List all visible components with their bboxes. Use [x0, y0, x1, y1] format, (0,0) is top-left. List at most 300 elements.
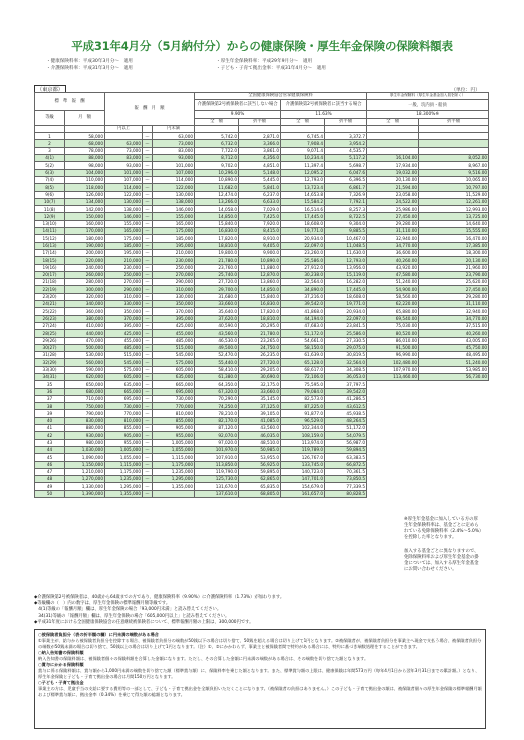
footnote: ◆介護保険第2号被保険者は、40歳から64歳までの方であり、健康保険料率（9.90%）に介護保険料率（1.73%）が加わります。	[34, 595, 285, 600]
care-total-cell: 20,934.0	[281, 235, 325, 242]
care-total-cell: 119,789.0	[281, 446, 325, 453]
table-row	[35, 293, 489, 300]
range-to-cell: 665,000	[153, 381, 195, 388]
range-from-cell: 210,000	[105, 257, 143, 264]
range-to-cell: 350,000	[153, 301, 195, 308]
care-half-cell: 41,286.5	[325, 395, 367, 402]
range-to-cell: 485,000	[153, 337, 195, 344]
blank-cell	[419, 125, 489, 132]
table-row	[35, 213, 489, 220]
care-total-cell: 12,793.0	[281, 176, 325, 183]
range-from-cell: 545,000	[105, 359, 143, 366]
pension-total-cell	[367, 410, 419, 417]
care-total-cell: 51,172.0	[281, 330, 325, 337]
health-half-cell: 8,910.0	[239, 235, 281, 242]
care-total-cell: 25,586.0	[281, 257, 325, 264]
monthly-amount-cell: 240,000	[65, 264, 105, 271]
grade-cell: 35	[35, 381, 65, 388]
care-half-cell: 6,396.5	[325, 176, 367, 183]
table-row	[35, 461, 489, 468]
pension-half-cell: 56,730.00	[419, 373, 489, 380]
table-row	[35, 198, 489, 205]
box-heading: ○賞与にかかる保険料額	[38, 662, 84, 667]
grade-cell: 46	[35, 461, 65, 468]
blank-cell	[35, 125, 65, 132]
monthly-amount-cell: 470,000	[65, 337, 105, 344]
health-half-cell: 56,925.0	[239, 461, 281, 468]
care-total-cell: 82,573.0	[281, 395, 325, 402]
health-total-cell: 7,722.0	[195, 147, 239, 154]
header-general: 一般、坑内員・船員	[367, 100, 489, 111]
grade-cell: 22(19)	[35, 286, 65, 293]
table-row	[35, 395, 489, 402]
care-total-cell: 87,225.0	[281, 403, 325, 410]
range-sep-cell: ～	[143, 322, 153, 329]
health-total-cell: 107,910.0	[195, 454, 239, 461]
care-half-cell: 63,383.5	[325, 454, 367, 461]
health-total-cell: 14,850.0	[195, 213, 239, 220]
monthly-amount-cell: 320,000	[65, 293, 105, 300]
care-total-cell: 65,128.0	[281, 359, 325, 366]
care-total-cell: 108,159.0	[281, 432, 325, 439]
care-half-cell: 22,097.0	[325, 315, 367, 322]
range-to-cell: 210,000	[153, 249, 195, 256]
range-to-cell: 1,235,000	[153, 468, 195, 475]
range-sep-cell: ～	[143, 308, 153, 315]
pension-total-cell: 21,594.00	[367, 184, 419, 191]
monthly-amount-cell: 880,000	[65, 425, 105, 432]
range-sep-cell: ～	[143, 395, 153, 402]
range-from-cell	[105, 133, 143, 140]
col-total: 全 額	[367, 118, 419, 125]
grade-cell: 13(10)	[35, 220, 65, 227]
range-sep-cell: ～	[143, 162, 153, 169]
health-half-cell: 27,720.0	[239, 359, 281, 366]
box-heading: ○子ども・子育て拠出金	[38, 680, 84, 685]
health-half-cell: 43,560.0	[239, 425, 281, 432]
range-from-cell: 1,235,000	[105, 476, 143, 483]
health-total-cell: 119,790.0	[195, 468, 239, 475]
grade-cell: 47	[35, 468, 65, 475]
pension-total-cell: 43,920.00	[367, 264, 419, 271]
monthly-amount-cell: 560,000	[65, 359, 105, 366]
range-to-cell: 635,000	[153, 373, 195, 380]
care-half-cell: 5,698.7	[325, 162, 367, 169]
pension-half-cell: 51,240.00	[419, 359, 489, 366]
table-row	[35, 133, 489, 140]
care-half-cell: 10,467.0	[325, 235, 367, 242]
health-total-cell: 46,530.0	[195, 337, 239, 344]
range-sep-cell: ～	[143, 271, 153, 278]
table-row	[35, 483, 489, 490]
range-from-cell: 130,000	[105, 198, 143, 205]
health-half-cell: 59,895.0	[239, 468, 281, 475]
care-total-cell: 154,679.0	[281, 483, 325, 490]
pension-half-cell: 53,985.00	[419, 366, 489, 373]
header-pension-insurance: 厚生年金保険料（厚生年金基金加入員を除く）	[367, 93, 489, 100]
care-half-cell: 7,326.9	[325, 191, 367, 198]
range-sep-cell: ～	[143, 176, 153, 183]
table-row	[35, 322, 489, 329]
range-to-cell: 695,000	[153, 388, 195, 395]
care-total-cell: 72,106.0	[281, 373, 325, 380]
range-from-cell: 955,000	[105, 439, 143, 446]
pension-total-cell: 96,990.00	[367, 352, 419, 359]
range-to-cell: 1,175,000	[153, 461, 195, 468]
care-half-cell: 54,079.5	[325, 432, 367, 439]
pension-total-cell: 65,880.00	[367, 308, 419, 315]
pension-half-cell: 18,300.00	[419, 249, 489, 256]
grade-cell: 41	[35, 425, 65, 432]
grade-cell: 20(17)	[35, 271, 65, 278]
monthly-amount-cell: 500,000	[65, 344, 105, 351]
range-from-cell: 114,000	[105, 184, 143, 191]
care-total-cell: 126,767.0	[281, 454, 325, 461]
pension-total-cell: 102,480.00	[367, 359, 419, 366]
range-from-cell: 665,000	[105, 388, 143, 395]
pension-total-cell: 107,970.00	[367, 366, 419, 373]
pension-half-cell: 45,750.00	[419, 344, 489, 351]
blank-cell	[143, 125, 153, 132]
pension-total-cell	[367, 147, 419, 154]
monthly-amount-cell: 142,000	[65, 206, 105, 213]
pension-half-cell: 15,555.00	[419, 228, 489, 235]
grade-cell: 31(28)	[35, 352, 65, 359]
table-row	[35, 344, 489, 351]
grade-cell: 23(20)	[35, 293, 65, 300]
range-from-cell: 1,175,000	[105, 468, 143, 475]
note-health-rate: ・健康保険料率：平成30年3月分～ 適用	[46, 59, 133, 64]
pension-fund-notes	[404, 517, 482, 581]
range-to-cell: 155,000	[153, 213, 195, 220]
care-half-cell: 7,792.1	[325, 198, 367, 205]
pension-half-cell: 43,005.00	[419, 337, 489, 344]
health-total-cell: 74,250.0	[195, 403, 239, 410]
pension-half-cell	[419, 439, 489, 446]
note-child-rate: ・子ども・子育て拠出金率：平成31年4月分～ 適用	[216, 66, 326, 71]
pension-total-cell	[367, 432, 419, 439]
range-sep-cell: ～	[143, 147, 153, 154]
range-from-cell: 101,000	[105, 169, 143, 176]
monthly-amount-cell: 590,000	[65, 366, 105, 373]
prefecture-label: （東京都）	[34, 85, 66, 94]
table-row	[35, 468, 489, 475]
monthly-amount-cell: 190,000	[65, 242, 105, 249]
grade-cell: 33(30)	[35, 366, 65, 373]
table-row	[35, 446, 489, 453]
rate-notes	[46, 58, 476, 72]
monthly-amount-cell: 380,000	[65, 315, 105, 322]
grade-cell: 3	[35, 147, 65, 154]
health-total-cell: 23,760.0	[195, 264, 239, 271]
health-half-cell: 29,205.0	[239, 366, 281, 373]
grade-cell: 16(13)	[35, 242, 65, 249]
range-sep-cell: ～	[143, 228, 153, 235]
care-half-cell: 73,850.5	[325, 476, 367, 483]
table-row	[35, 388, 489, 395]
care-half-cell: 4,535.7	[325, 147, 367, 154]
unit-label: （単位：円）	[451, 88, 480, 93]
range-from-cell: 138,000	[105, 206, 143, 213]
range-sep-cell: ～	[143, 206, 153, 213]
range-sep-cell: ～	[143, 213, 153, 220]
health-total-cell: 14,058.0	[195, 206, 239, 213]
health-total-cell: 58,410.0	[195, 366, 239, 373]
health-total-cell: 27,720.0	[195, 279, 239, 286]
range-from-cell: 425,000	[105, 330, 143, 337]
table-header	[35, 93, 489, 133]
health-total-cell: 19,800.0	[195, 249, 239, 256]
care-total-cell: 12,095.2	[281, 169, 325, 176]
care-half-cell: 32,564.0	[325, 359, 367, 366]
pension-half-cell	[419, 147, 489, 154]
range-sep-cell: ～	[143, 381, 153, 388]
grade-cell: 49	[35, 483, 65, 490]
header-remuneration-monthly: 報 酬 月 額	[105, 93, 195, 126]
health-total-cell: 16,830.0	[195, 228, 239, 235]
table-row	[35, 140, 489, 147]
range-sep-cell: ～	[143, 198, 153, 205]
pension-total-cell: 54,900.00	[367, 286, 419, 293]
pension-total-cell	[367, 483, 419, 490]
pension-half-cell: 37,515.00	[419, 322, 489, 329]
care-total-cell: 10,234.4	[281, 155, 325, 162]
care-half-cell: 13,956.0	[325, 264, 367, 271]
range-sep-cell: ～	[143, 220, 153, 227]
pension-total-cell	[367, 417, 419, 424]
pension-total-cell: 32,940.00	[367, 235, 419, 242]
health-total-cell: 137,610.0	[195, 490, 239, 497]
range-to-cell: 130,000	[153, 191, 195, 198]
health-total-cell: 70,290.0	[195, 395, 239, 402]
footnotes	[34, 595, 488, 626]
header-health-insurance: 全国健康保険協会管掌健康保険料	[195, 93, 367, 100]
care-total-cell: 161,657.0	[281, 490, 325, 497]
range-to-cell: 810,000	[153, 410, 195, 417]
health-total-cell: 67,320.0	[195, 388, 239, 395]
pension-total-cell: 27,450.00	[367, 213, 419, 220]
pension-total-cell: 16,104.00	[367, 155, 419, 162]
health-total-cell: 10,296.0	[195, 169, 239, 176]
health-half-cell: 2,871.0	[239, 133, 281, 140]
range-from-cell: 93,000	[105, 162, 143, 169]
grade-cell: 15(12)	[35, 235, 65, 242]
health-total-cell: 21,780.0	[195, 257, 239, 264]
range-sep-cell: ～	[143, 330, 153, 337]
premium-table	[34, 92, 489, 498]
monthly-amount-cell: 1,030,000	[65, 446, 105, 453]
range-to-cell: 395,000	[153, 315, 195, 322]
range-to-cell: 455,000	[153, 330, 195, 337]
health-total-cell: 8,712.0	[195, 155, 239, 162]
pension-total-cell	[367, 439, 419, 446]
range-from-cell: 83,000	[105, 155, 143, 162]
range-sep-cell: ～	[143, 293, 153, 300]
pension-total-cell	[367, 425, 419, 432]
care-total-cell: 61,639.0	[281, 352, 325, 359]
table-row	[35, 264, 489, 271]
label-above: 円以上	[105, 125, 143, 132]
label-below: 円未満	[153, 125, 195, 132]
health-half-cell: 10,890.0	[239, 257, 281, 264]
pension-total-cell	[367, 133, 419, 140]
range-sep-cell: ～	[143, 191, 153, 198]
care-half-cell: 70,361.5	[325, 468, 367, 475]
range-from-cell: 395,000	[105, 322, 143, 329]
care-half-cell: 77,339.5	[325, 483, 367, 490]
pension-half-cell	[419, 483, 489, 490]
pension-total-cell: 29,280.00	[367, 220, 419, 227]
col-half: 折半額	[239, 118, 281, 125]
range-to-cell: 770,000	[153, 403, 195, 410]
care-half-cell: 34,308.5	[325, 366, 367, 373]
health-half-cell: 62,865.0	[239, 476, 281, 483]
health-half-cell: 32,175.0	[239, 381, 281, 388]
grade-cell: 37	[35, 395, 65, 402]
range-to-cell: 1,005,000	[153, 439, 195, 446]
care-total-cell: 27,912.0	[281, 264, 325, 271]
page-title: 平成31年4月分（5月納付分）からの健康保険・厚生年金保険の保険料額表	[71, 39, 453, 53]
range-sep-cell: ～	[143, 235, 153, 242]
range-to-cell: 107,000	[153, 169, 195, 176]
health-half-cell: 68,805.0	[239, 490, 281, 497]
health-half-cell: 18,810.0	[239, 315, 281, 322]
pension-total-cell: 91,500.00	[367, 344, 419, 351]
range-to-cell: 114,000	[153, 176, 195, 183]
pension-total-cell: 17,934.00	[367, 162, 419, 169]
health-half-cell: 15,840.0	[239, 293, 281, 300]
health-total-cell: 11,682.0	[195, 184, 239, 191]
table-row	[35, 162, 489, 169]
monthly-amount-cell: 98,000	[65, 162, 105, 169]
range-to-cell: 1,055,000	[153, 446, 195, 453]
pension-total-cell: 23,058.00	[367, 191, 419, 198]
pension-total-cell	[367, 403, 419, 410]
monthly-amount-cell: 440,000	[65, 330, 105, 337]
health-half-cell: 9,405.0	[239, 242, 281, 249]
range-to-cell: 955,000	[153, 432, 195, 439]
range-to-cell: 310,000	[153, 286, 195, 293]
range-sep-cell: ～	[143, 468, 153, 475]
range-from-cell: 310,000	[105, 293, 143, 300]
care-half-cell: 19,771.0	[325, 301, 367, 308]
monthly-amount-cell: 1,390,000	[65, 490, 105, 497]
range-sep-cell: ～	[143, 432, 153, 439]
monthly-amount-cell: 126,000	[65, 191, 105, 198]
grade-cell: 24(21)	[35, 301, 65, 308]
health-total-cell: 25,740.0	[195, 271, 239, 278]
grade-cell: 5(2)	[35, 162, 65, 169]
grade-cell: 9(6)	[35, 191, 65, 198]
care-half-cell: 37,797.5	[325, 381, 367, 388]
blank-cell	[195, 125, 239, 132]
range-to-cell: 122,000	[153, 184, 195, 191]
care-half-cell: 9,304.0	[325, 220, 367, 227]
footnote: 34(31)等級の「報酬月額」欄は、厚生年金保険の場合「605,000円以上」と読み替えてください。	[34, 613, 230, 619]
pension-total-cell	[367, 490, 419, 497]
range-from-cell: 107,000	[105, 176, 143, 183]
table-row	[35, 242, 489, 249]
range-to-cell: 138,000	[153, 198, 195, 205]
range-from-cell: 330,000	[105, 301, 143, 308]
care-total-cell: 7,908.4	[281, 140, 325, 147]
care-half-cell: 56,987.0	[325, 439, 367, 446]
care-total-cell: 14,653.8	[281, 191, 325, 198]
care-half-cell: 25,586.0	[325, 330, 367, 337]
blank-cell	[281, 125, 325, 132]
note-pension-rate: ・厚生年金保険料率：平成29年9月分～ 適用	[216, 59, 313, 64]
health-total-cell: 15,840.0	[195, 220, 239, 227]
range-from-cell: 230,000	[105, 264, 143, 271]
grade-cell: 8(5)	[35, 184, 65, 191]
range-from-cell: 635,000	[105, 381, 143, 388]
health-total-cell: 9,702.0	[195, 162, 239, 169]
grade-cell: 30(27)	[35, 344, 65, 351]
pension-half-cell: 29,280.00	[419, 293, 489, 300]
pension-total-cell	[367, 461, 419, 468]
footnote: ◆等級欄の（ ）内の数字は、厚生年金保険の標準報酬月額等級です。	[34, 601, 171, 607]
table-row	[35, 155, 489, 162]
box-text: ①事業主が、給与から被保険者負担分を控除する場合、被保険者負担分の端数が50銭以下の場合は切り捨て、50銭を超える場合は切り上げて1円となります。②被保険者が、被保険者負担分を事業主へ現金で支払う場合、被保険者負担分の端数が50銭未満の場合は切り捨て、50銭以上の場合は切り上げて1円となります。（注）①、②にかかわらず、事業主と被保険者間で特約がある場合には、特約に基づき端数処理をすることができます。	[38, 638, 482, 649]
table-row	[35, 271, 489, 278]
pension-half-cell	[419, 140, 489, 147]
care-half-cell: 17,445.0	[325, 286, 367, 293]
monthly-amount-cell: 300,000	[65, 286, 105, 293]
range-sep-cell: ～	[143, 417, 153, 424]
care-half-cell: 20,934.0	[325, 308, 367, 315]
pension-half-cell: 10,797.00	[419, 184, 489, 191]
health-total-cell: 61,380.0	[195, 373, 239, 380]
health-total-cell: 17,820.0	[195, 235, 239, 242]
pension-half-cell	[419, 461, 489, 468]
box-text: 納入告知書の保険料額は、被保険者個々の保険料額を合算した金額になります。ただし、その合算した金額に円未満の端数がある場合は、その端数を切り捨てた額となります。	[38, 656, 369, 661]
grade-cell: 36	[35, 388, 65, 395]
range-from-cell: 370,000	[105, 315, 143, 322]
range-sep-cell: ～	[143, 155, 153, 162]
health-half-cell: 6,237.0	[239, 191, 281, 198]
pension-half-cell	[419, 432, 489, 439]
range-from-cell: 855,000	[105, 425, 143, 432]
range-from-cell: 350,000	[105, 308, 143, 315]
rate-pension: 18.300%※	[367, 111, 489, 118]
care-half-cell: 6,861.7	[325, 184, 367, 191]
health-half-cell: 7,029.0	[239, 206, 281, 213]
table-row	[35, 366, 489, 373]
range-sep-cell: ～	[143, 373, 153, 380]
care-half-cell: 3,954.2	[325, 140, 367, 147]
care-half-cell: 8,722.5	[325, 213, 367, 220]
monthly-amount-cell: 68,000	[65, 140, 105, 147]
table-row	[35, 279, 489, 286]
table-body	[35, 133, 489, 498]
health-half-cell: 5,445.0	[239, 176, 281, 183]
grade-cell: 11(8)	[35, 206, 65, 213]
pension-half-cell: 40,260.00	[419, 330, 489, 337]
pension-total-cell: 31,110.00	[367, 228, 419, 235]
pension-total-cell	[367, 388, 419, 395]
monthly-amount-cell: 104,000	[65, 169, 105, 176]
care-total-cell: 39,542.0	[281, 301, 325, 308]
range-to-cell: 905,000	[153, 425, 195, 432]
range-sep-cell: ～	[143, 264, 153, 271]
health-total-cell: 12,474.0	[195, 191, 239, 198]
note-row	[46, 65, 476, 72]
table-row	[35, 454, 489, 461]
health-half-cell: 4,851.0	[239, 162, 281, 169]
health-half-cell: 14,850.0	[239, 286, 281, 293]
health-total-cell: 97,020.0	[195, 439, 239, 446]
pension-total-cell: 86,010.00	[367, 337, 419, 344]
